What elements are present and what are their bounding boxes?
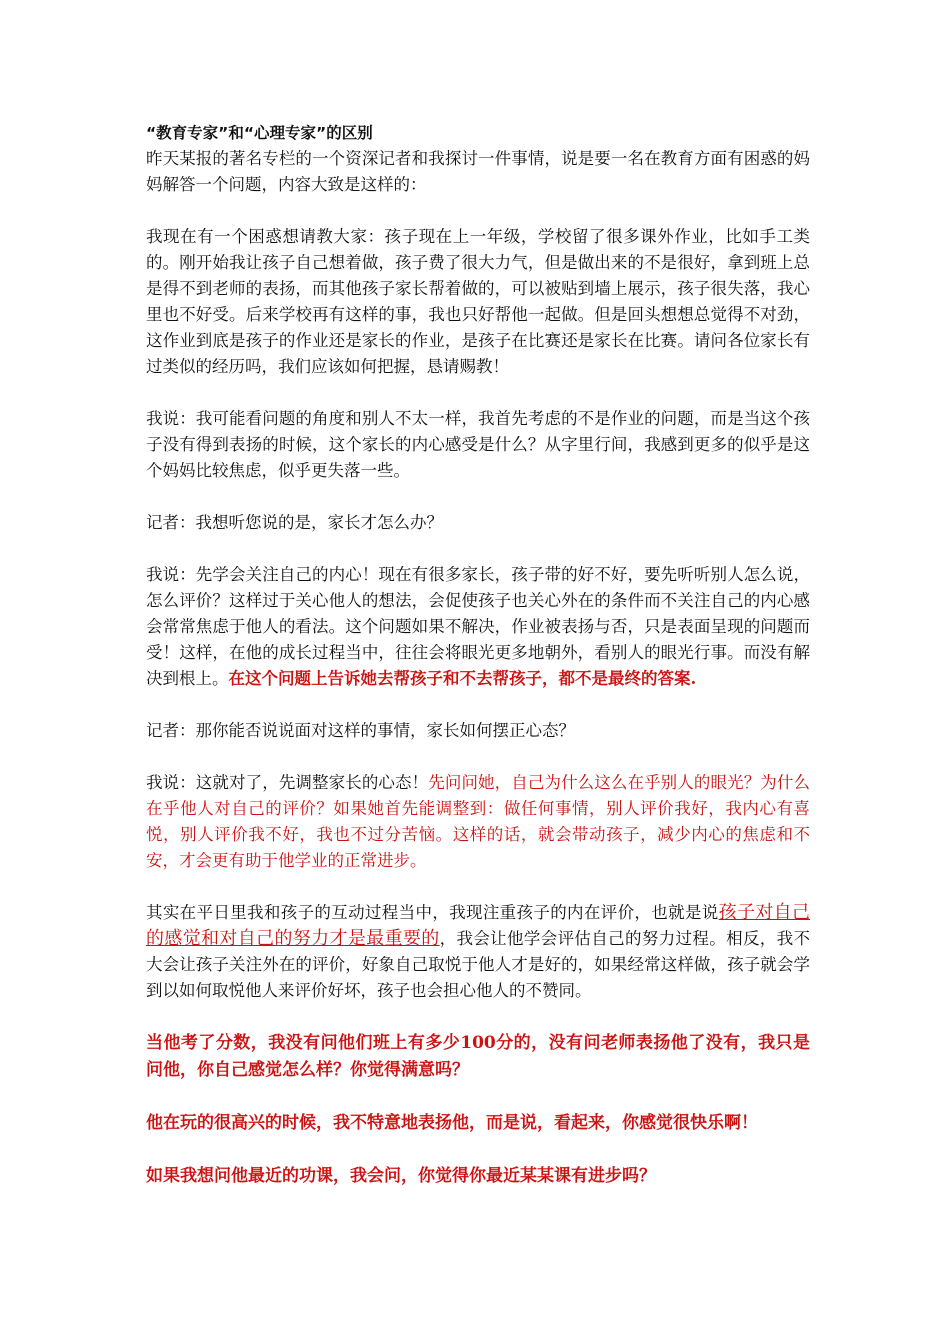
closing-paragraph-3: 如果我想问他最近的功课，我会问，你觉得你最近某某课有进步吗？ [146, 1166, 656, 1186]
reply-4-underlined: 孩子对自己的感觉和对自己的努力才是最重要的 [146, 902, 811, 949]
reply-2-text: 我说：先学会关注自己的内心！现在有很多家长，孩子带的好不好，要先听听别人怎么说，怎么评价？这样过于关心他人的想法，会促使孩子也关心外在的条件而不关注自己的内心感会常常焦虑于他人的看法。这个问题如果不解决，作业被表扬与否，只是表面呈现的问题而受！这样，在他的成长过程当中，往往会将眼光更多地朝外，看别人的眼光行事。而没有解决到根上。 [146, 565, 810, 688]
reply-paragraph-1: 我说：我可能看问题的角度和别人不太一样，我首先考虑的不是作业的问题，而是当这个孩子没有得到表扬的时候，这个家长的内心感受是什么？从字里行间，我感到更多的似乎是这个妈妈比较焦虑，似乎更失落一些。 [146, 409, 810, 480]
reply-paragraph-3 [146, 770, 810, 874]
reporter-question-2: 记者：那你能否说说面对这样的事情，家长如何摆正心态？ [146, 721, 575, 740]
closing-paragraph-2: 他在玩的很高兴的时候，我不特意地表扬他，而是说，看起来，你感觉很快乐啊！ [146, 1113, 758, 1133]
reply-2-emphasis: 在这个问题上告诉她去帮孩子和不去帮孩子，都不是最终的答案. [228, 669, 697, 688]
closing-paragraph-1: 当他考了分数，我没有问他们班上有多少100分的，没有问老师表扬他了没有，我只是问他，你自己感觉怎么样？你觉得满意吗？ [146, 1033, 810, 1080]
reply-paragraph-4 [146, 900, 810, 1004]
article-title: “教育专家”和“心理专家”的区别 [146, 124, 373, 142]
document-page [146, 120, 810, 1190]
reply-3-lead: 我说：这就对了，先调整家长的心态！ [146, 773, 429, 792]
reply-4-before: 其实在平日里我和孩子的互动过程当中，我现注重孩子的内在评价，也就是说 [146, 903, 719, 922]
intro-paragraph: 昨天某报的著名专栏的一个资深记者和我探讨一件事情，说是要一名在教育方面有困惑的妈妈解答一个问题，内容大致是这样的： [146, 149, 810, 194]
mother-question-paragraph: 我现在有一个困惑想请教大家：孩子现在上一年级，学校留了很多课外作业，比如手工类的。刚开始我让孩子自己想着做，孩子费了很大力气，但是做出来的不是很好，拿到班上总是得不到老师的表扬，而其他孩子家长帮着做的，可以被贴到墙上展示，孩子很失落，我心里也不好受。后来学校再有这样的事，我也只好帮他一起做。但是回头想想总觉得不对劲，这作业到底是孩子的作业还是家长的作业，是孩子在比赛还是家长在比赛。请问各位家长有过类似的经历吗，我们应该如何把握，恳请赐教！ [146, 227, 810, 376]
reply-3-red-text: 先问问她，自己为什么这么在乎别人的眼光？为什么在乎他人对自己的评价？如果她首先能调整到：做任何事情，别人评价我好，我内心有喜悦，别人评价我不好，我也不过分苦恼。这样的话，就会带动孩子，减少内心的焦虑和不安，才会更有助于他学业的正常进步。 [146, 773, 811, 870]
reply-4-after: ，我会让他学会评估自己的努力过程。相反，我不大会让孩子关注外在的评价，好象自己取悦于他人才是好的，如果经常这样做，孩子就会学到以如何取悦他人来评价好坏，孩子也会担心他人的不赞同。 [146, 929, 811, 1000]
reporter-question-1: 记者：我想听您说的是，家长才怎么办？ [146, 513, 443, 532]
reply-paragraph-2 [146, 562, 810, 692]
